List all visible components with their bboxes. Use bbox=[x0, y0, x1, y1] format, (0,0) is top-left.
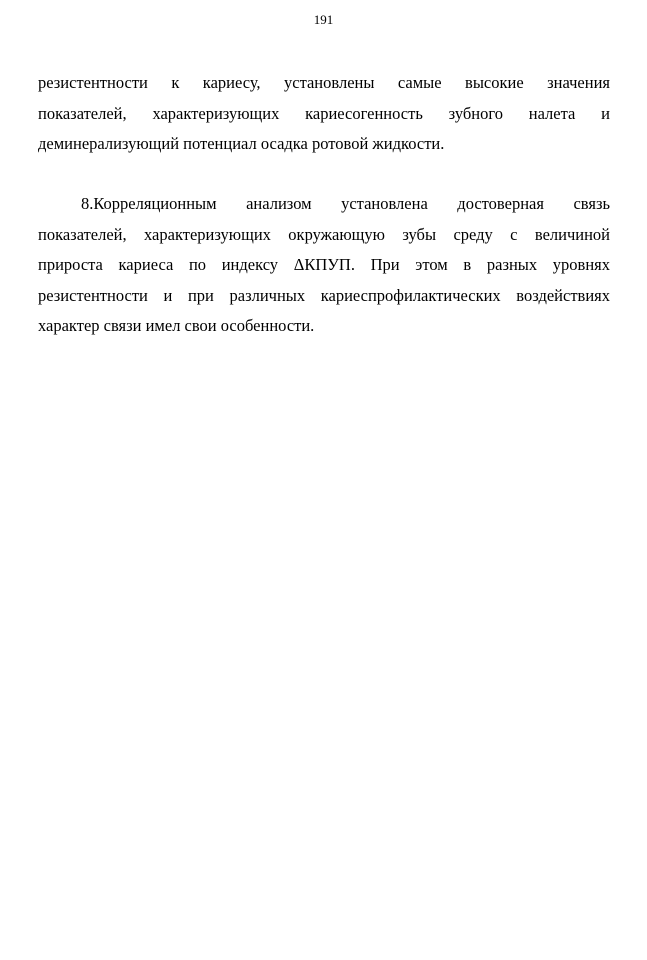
paragraph-line: показателей, характеризующих кариесогенность зубного налета и bbox=[38, 103, 610, 123]
paragraph-line: резистентности к кариесу, установлены самые высокие значения bbox=[38, 73, 610, 92]
paragraph-line: прироста кариеса по индексу ΔКПУП. При этом в разных уровнях bbox=[38, 255, 610, 274]
paragraph-line: характер связи имел свои особенности. bbox=[38, 316, 315, 335]
paragraph-line: 8.Корреляционным анализом установлена достоверная связь bbox=[81, 194, 610, 213]
page-number: 191 bbox=[313, 12, 334, 27]
paragraph-line: показателей, характеризующих окружающую зубы среду с величиной bbox=[38, 224, 610, 244]
paragraph-line: резистентности и при различных кариеспрофилактических воздействиях bbox=[38, 285, 610, 305]
paragraph-continuation bbox=[38, 68, 610, 160]
paragraph-line: деминерализующий потенциал осадка ротовой жидкости. bbox=[38, 134, 445, 153]
paragraph-8 bbox=[38, 189, 610, 342]
